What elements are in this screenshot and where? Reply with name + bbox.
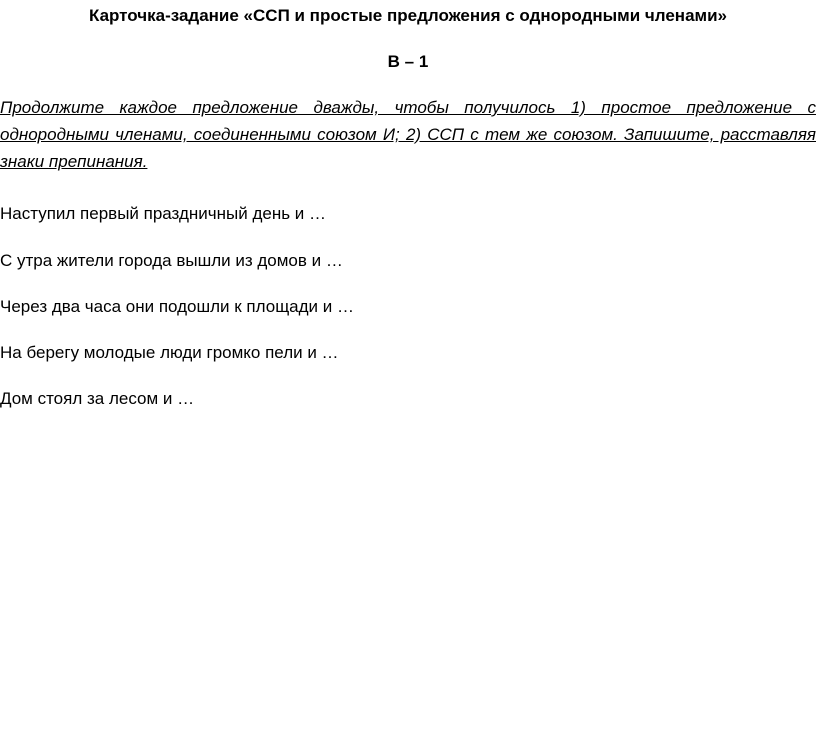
sentence-item: Дом стоял за лесом и … xyxy=(0,389,195,408)
sentence-item: Через два часа они подошли к площади и … xyxy=(0,297,354,316)
sentence-item: Наступил первый праздничный день и … xyxy=(0,204,327,223)
sentence-item: На берегу молодые люди громко пели и … xyxy=(0,343,339,362)
worksheet-title: Карточка-задание «ССП и простые предложения с однородными членами» xyxy=(88,6,728,25)
variant-label: В – 1 xyxy=(387,52,429,71)
task-instruction: Продолжите каждое предложение дважды, чтобы получилось 1) простое предложение с однородными членами, соединенными союзом И; 2) ССП с тем же союзом. Запишите, расставляя знаки препинания. xyxy=(0,98,816,171)
sentence-item: С утра жители города вышли из домов и … xyxy=(0,251,343,270)
